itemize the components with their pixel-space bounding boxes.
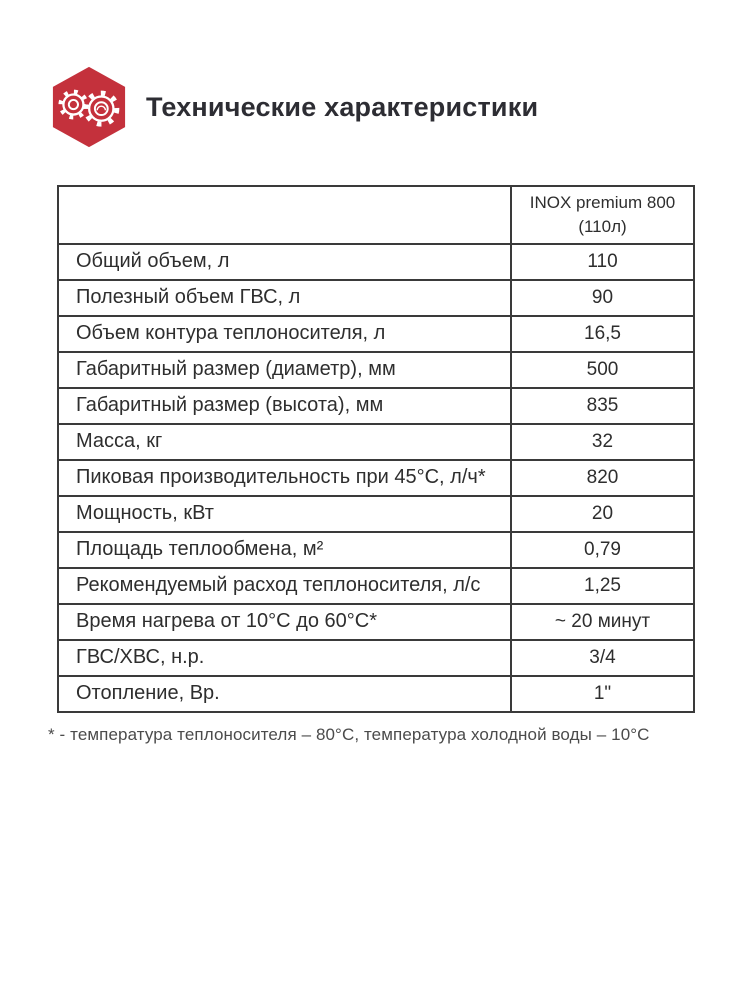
table-row	[58, 352, 694, 388]
spec-value: ~ 20 минут	[511, 604, 694, 640]
table-row	[58, 568, 694, 604]
spec-value: 835	[511, 388, 694, 424]
spec-value: 820	[511, 460, 694, 496]
spec-label: ГВС/ХВС, н.р.	[58, 640, 511, 676]
table-header-row	[58, 186, 694, 244]
page-title: Технические характеристики	[146, 91, 539, 122]
table-row	[58, 532, 694, 568]
spec-value: 1"	[511, 676, 694, 712]
table-row	[58, 496, 694, 532]
spec-value: 110	[511, 244, 694, 280]
spec-value: 0,79	[511, 532, 694, 568]
spec-table-body	[58, 244, 694, 712]
table-row	[58, 676, 694, 712]
spec-value: 20	[511, 496, 694, 532]
footnote: * - температура теплоносителя – 80°С, температура холодной воды – 10°С	[48, 724, 650, 744]
spec-value: 3/4	[511, 640, 694, 676]
spec-label: Объем контура теплоносителя, л	[58, 316, 511, 352]
spec-value: 500	[511, 352, 694, 388]
spec-label: Пиковая производительность при 45°С, л/ч*	[58, 460, 511, 496]
table-row	[58, 460, 694, 496]
spec-label: Габаритный размер (высота), мм	[58, 388, 511, 424]
table-row	[58, 388, 694, 424]
table-row	[58, 604, 694, 640]
gears-hexagon-icon	[48, 64, 130, 150]
spec-label: Общий объем, л	[58, 244, 511, 280]
spec-label: Мощность, кВт	[58, 496, 511, 532]
empty-header-cell	[58, 186, 511, 244]
spec-label: Масса, кг	[58, 424, 511, 460]
spec-label: Рекомендуемый расход теплоносителя, л/с	[58, 568, 511, 604]
model-header-cell: INOX premium 800 (110л)	[511, 186, 694, 244]
spec-value: 1,25	[511, 568, 694, 604]
spec-label: Площадь теплообмена, м²	[58, 532, 511, 568]
spec-table-wrap	[57, 185, 749, 713]
spec-label: Отопление, Вр.	[58, 676, 511, 712]
spec-value: 16,5	[511, 316, 694, 352]
spec-label: Габаритный размер (диаметр), мм	[58, 352, 511, 388]
table-row	[58, 280, 694, 316]
page-header	[48, 64, 749, 150]
spec-value: 32	[511, 424, 694, 460]
table-row	[58, 424, 694, 460]
table-row	[58, 316, 694, 352]
spec-label: Полезный объем ГВС, л	[58, 280, 511, 316]
spec-table	[57, 185, 695, 713]
table-row	[58, 244, 694, 280]
spec-label: Время нагрева от 10°С до 60°С*	[58, 604, 511, 640]
spec-value: 90	[511, 280, 694, 316]
table-row	[58, 640, 694, 676]
